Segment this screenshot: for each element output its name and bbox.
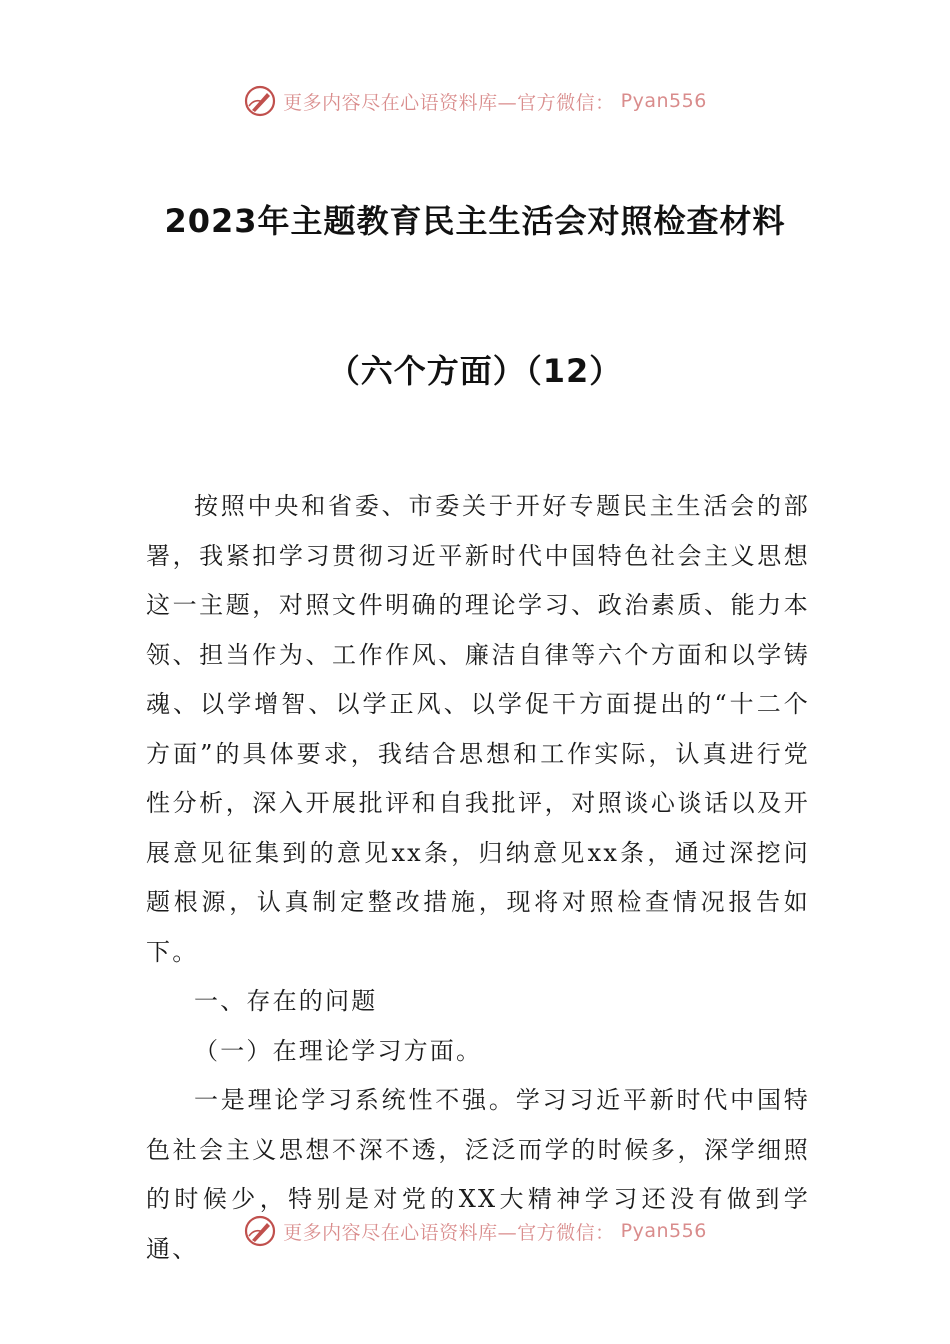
intro-paragraph: 按照中央和省委、市委关于开好专题民主生活会的部署，我紧扣学习贯彻习近平新时代中国特色社会主义思想这一主题，对照文件明确的理论学习、政治素质、能力本领、担当作为、工作作风、廉洁自律等六个方面和以学铸魂、以学增智、以学正风、以学促干方面提出的“十二个方面”的具体要求，我结合思想和工作实际，认真进行党性分析，深入开展批评和自我批评，对照谈心谈话以及开展意见征集到的意见xx条，归纳意见xx条，通过深挖问题根源，认真制定整改措施，现将对照检查情况报告如下。 [146, 492, 810, 966]
document-title: 2023年主题教育民主生活会对照检查材料 [164, 202, 786, 240]
document-body [146, 482, 810, 1274]
watermark-header [0, 84, 950, 118]
body-paragraph: 一是理论学习系统性不强。学习习近平新时代中国特色社会主义思想不深不透，泛泛而学的时候多，深学细照的时候少，特别是对党的XX大精神学习还没有做到学通、 [146, 1086, 810, 1263]
watermark-text: 更多内容尽在心语资料库—官方微信： [283, 1221, 615, 1244]
watermark-wechat-id: Pyan556 [620, 90, 707, 112]
watermark-text: 更多内容尽在心语资料库—官方微信： [283, 91, 615, 114]
document-subtitle: （六个方面）（12） [327, 352, 623, 390]
section-heading: 一、存在的问题 [194, 987, 378, 1015]
watermark-footer [0, 1214, 950, 1248]
subsection-heading: （一）在理论学习方面。 [194, 1036, 483, 1065]
pen-circle-logo-icon [243, 1214, 277, 1248]
watermark-wechat-id: Pyan556 [620, 1220, 707, 1242]
pen-circle-logo-icon [243, 84, 277, 118]
